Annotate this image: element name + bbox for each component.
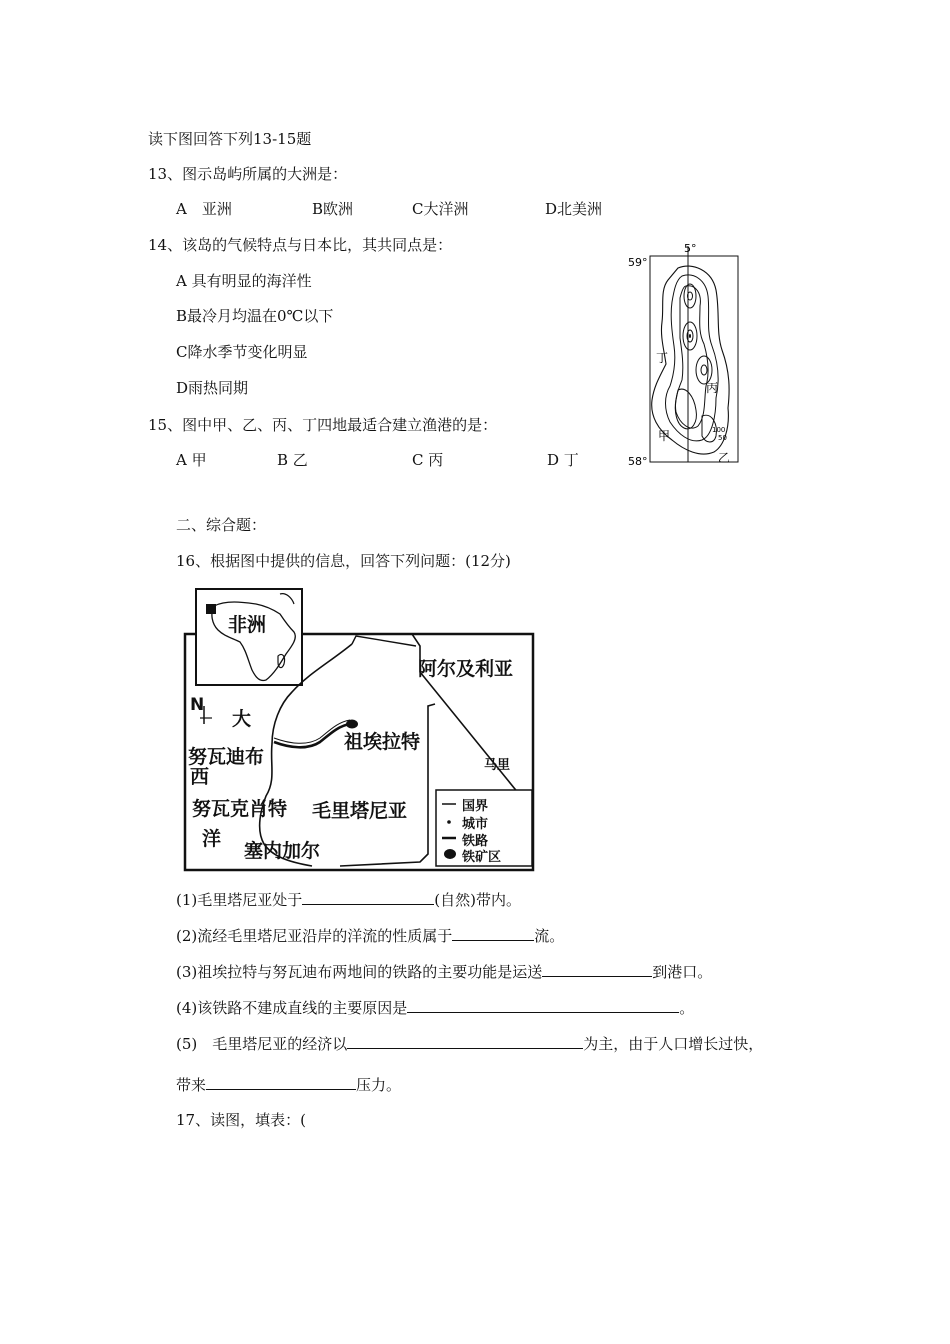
label-zouerate: 祖埃拉特 [344, 731, 421, 753]
q16-stem: 16、根据图中提供的信息，回答下列问题：(12分) [176, 552, 511, 570]
answer-blank-3[interactable] [542, 962, 652, 977]
answer-blank-2[interactable] [452, 926, 534, 941]
q15-option-b: B 乙 [277, 451, 308, 469]
q16-sub4 [176, 998, 694, 1017]
contour-label-50: 50 [718, 434, 727, 442]
q16-sub5-prefix: (5) 毛里塔尼亚的经济以 [176, 1035, 348, 1053]
lon-label: 5° [684, 242, 697, 255]
q16-sub1-suffix: (自然)带内。 [434, 891, 521, 909]
q15-option-a: A 甲 [176, 451, 207, 469]
q13-option-d: D北美洲 [545, 200, 603, 218]
q14-option-d: D雨热同期 [176, 379, 249, 397]
q14-option-a: A 具有明显的海洋性 [176, 272, 312, 290]
label-yang: 洋 [202, 828, 222, 850]
q14-stem: 14、该岛的气候特点与日本比，其共同点是： [148, 236, 453, 254]
label-yi: 乙 [718, 451, 731, 465]
legend-iron-ore: 铁矿区 [462, 850, 502, 865]
label-nouakchott: 努瓦克肖特 [192, 798, 288, 820]
answer-blank-6[interactable] [206, 1075, 356, 1090]
label-algeria: 阿尔及利亚 [418, 658, 514, 680]
island-contour-map [620, 240, 750, 470]
q13-option-a: A 亚洲 [176, 200, 232, 218]
lat-bottom-label: 58° [628, 455, 648, 468]
north-label: N [190, 695, 205, 715]
q16-sub2-suffix: 流。 [534, 927, 565, 945]
contour-line [675, 389, 696, 429]
label-nouadhibou: 努瓦迪布 [188, 746, 265, 768]
q16-sub3 [176, 962, 712, 981]
legend-border: 国界 [462, 799, 489, 814]
q15-option-d: D 丁 [547, 451, 579, 469]
q16-sub1 [176, 890, 521, 909]
legend-railway: 铁路 [462, 834, 489, 849]
q14-option-c: C降水季节变化明显 [176, 343, 308, 361]
label-mauritania: 毛里塔尼亚 [312, 800, 408, 822]
q16-sub2 [176, 926, 564, 945]
intro-text: 读下图回答下列13-15题 [148, 130, 312, 148]
label-mali: 马里 [484, 758, 511, 773]
lat-top-label: 59° [628, 256, 648, 269]
q14-option-b: B最冷月均温在0℃以下 [176, 307, 334, 325]
answer-blank-5[interactable] [347, 1034, 583, 1049]
q13-option-b: B欧洲 [312, 200, 354, 218]
answer-blank-1[interactable] [302, 890, 434, 905]
label-senegal: 塞内加尔 [244, 840, 321, 862]
q16-sub2-prefix: (2)流经毛里塔尼亚沿岸的洋流的性质属于 [176, 927, 453, 945]
label-ding: 丁 [656, 351, 669, 365]
q16-sub4-suffix: 。 [679, 999, 695, 1017]
q15-option-c: C 丙 [412, 451, 444, 469]
q17-stem: 17、读图，填表：( [176, 1111, 306, 1129]
q16-sub3-prefix: (3)祖埃拉特与努瓦迪布两地间的铁路的主要功能是运送 [176, 963, 543, 981]
section2-title: 二、综合题： [176, 516, 267, 534]
legend-city: 城市 [462, 817, 489, 832]
q16-sub5-cont-suffix: 压力。 [356, 1076, 402, 1094]
answer-blank-4[interactable] [407, 998, 679, 1013]
q16-sub3-suffix: 到港口。 [652, 963, 713, 981]
q16-sub5-cont-prefix: 带来 [176, 1076, 207, 1094]
q13-stem: 13、图示岛屿所属的大洲是： [148, 165, 348, 183]
q15-stem: 15、图中甲、乙、丙、丁四地最适合建立渔港的是： [148, 416, 498, 434]
q16-sub5-cont [176, 1075, 401, 1094]
label-xi: 西 [190, 766, 210, 788]
q16-sub5-middle: 为主，由于人口增长过快， [583, 1035, 764, 1053]
label-africa: 非洲 [228, 614, 267, 636]
label-jia: 甲 [658, 429, 671, 443]
q13-option-c: C大洋洲 [412, 200, 469, 218]
label-da: 大 [232, 708, 252, 730]
q16-sub5 [176, 1034, 763, 1053]
label-bing: 丙 [706, 381, 719, 395]
q16-sub1-prefix: (1)毛里塔尼亚处于 [176, 891, 303, 909]
contour-label-100: 100 [712, 426, 726, 434]
q16-sub4-prefix: (4)该铁路不建成直线的主要原因是 [176, 999, 408, 1017]
